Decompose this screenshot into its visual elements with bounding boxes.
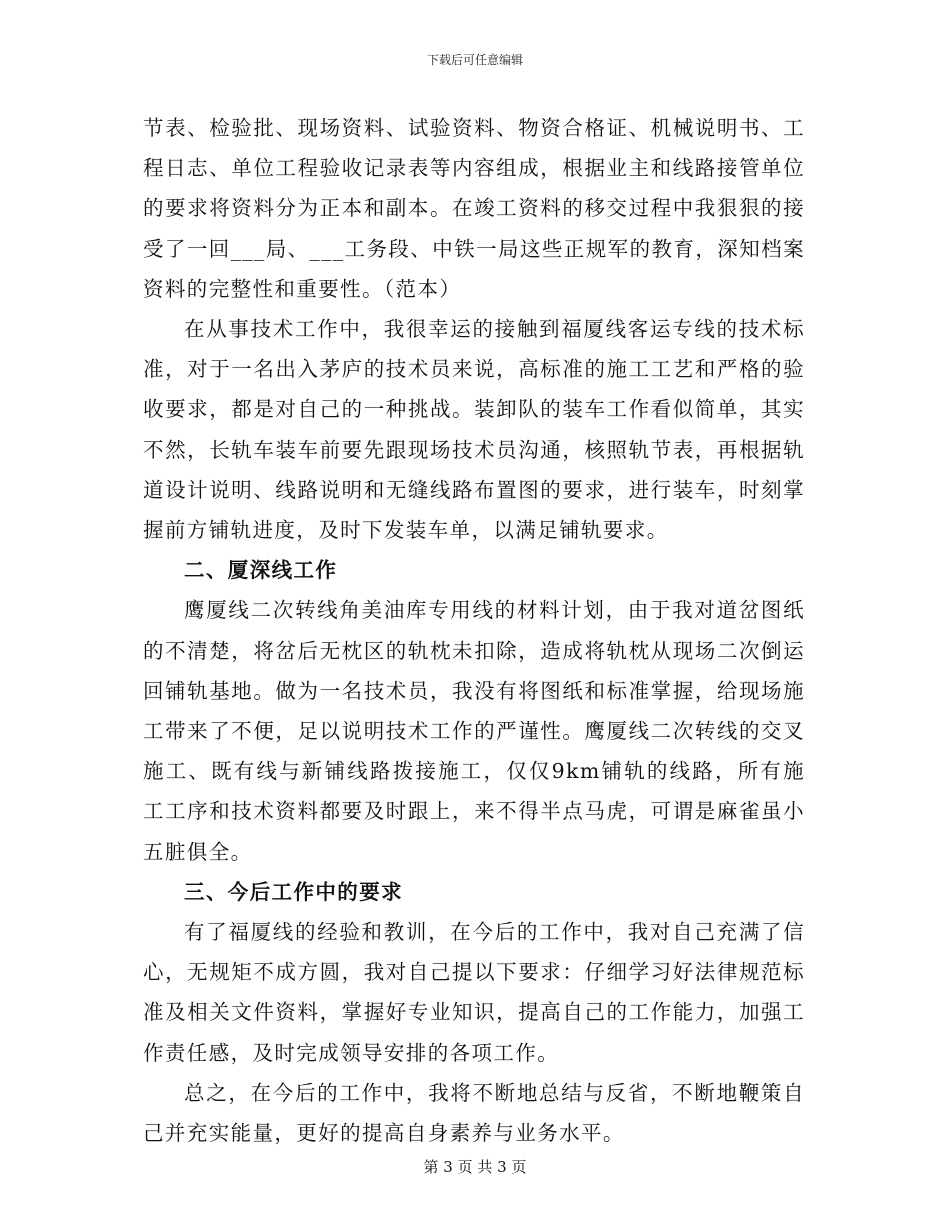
paragraph-self-requirements: 有了福厦线的经验和教训，在今后的工作中，我对自己充满了信心，无规矩不成方圆，我对自己提以下要求：仔细学习好法律规范标准及相关文件资料，掌握好专业知识，提高自己的工作能力，加强工作责任感，及时完成领导安排的各项工作。 xyxy=(143,920,805,1065)
page-header: 下载后可任意编辑 xyxy=(426,53,523,67)
section-heading-future-requirements: 三、今后工作中的要求 xyxy=(184,879,403,904)
document-body xyxy=(143,108,805,1153)
section-heading-xiashen: 二、厦深线工作 xyxy=(184,558,338,583)
paragraph-conclusion: 总之，在今后的工作中，我将不断地总结与反省，不断地鞭策自己并充实能量，更好的提高自身素养与业务水平。 xyxy=(143,1080,805,1146)
page-number: 第 3 页 共 3 页 xyxy=(423,1158,527,1176)
paragraph-yingxia-transfer: 鹰厦线二次转线角美油库专用线的材料计划，由于我对道岔图纸的不清楚，将岔后无枕区的轨枕未扣除，造成将轨枕从现场二次倒运回铺轨基地。做为一名技术员，我没有将图纸和标准掌握，给现场施工带来了不便，足以说明技术工作的严谨性。鹰厦线二次转线的交叉施工、既有线与新铺线路拨接施工，仅仅9km铺轨的线路，所有施工工序和技术资料都要及时跟上，来不得半点马虎，可谓是麻雀虽小五脏俱全。 xyxy=(143,598,805,864)
paragraph-technical-work: 在从事技术工作中，我很幸运的接触到福厦线客运专线的技术标准，对于一名出入茅庐的技术员来说，高标准的施工工艺和严格的验收要求，都是对自己的一种挑战。装卸队的装车工作看似简单，其实不然，长轨车装车前要先跟现场技术员沟通，核照轨节表，再根据轨道设计说明、线路说明和无缝线路布置图的要求，进行装车，时刻掌握前方铺轨进度，及时下发装车单，以满足铺轨要求。 xyxy=(143,317,805,543)
paragraph-archive-handover: 节表、检验批、现场资料、试验资料、物资合格证、机械说明书、工程日志、单位工程验收记录表等内容组成，根据业主和线路接管单位的要求将资料分为正本和副本。在竣工资料的移交过程中我狠狠的接受了一回___局、___工务段、中铁一局这些正规军的教育，深知档案资料的完整性和重要性。（范本） xyxy=(143,116,805,301)
